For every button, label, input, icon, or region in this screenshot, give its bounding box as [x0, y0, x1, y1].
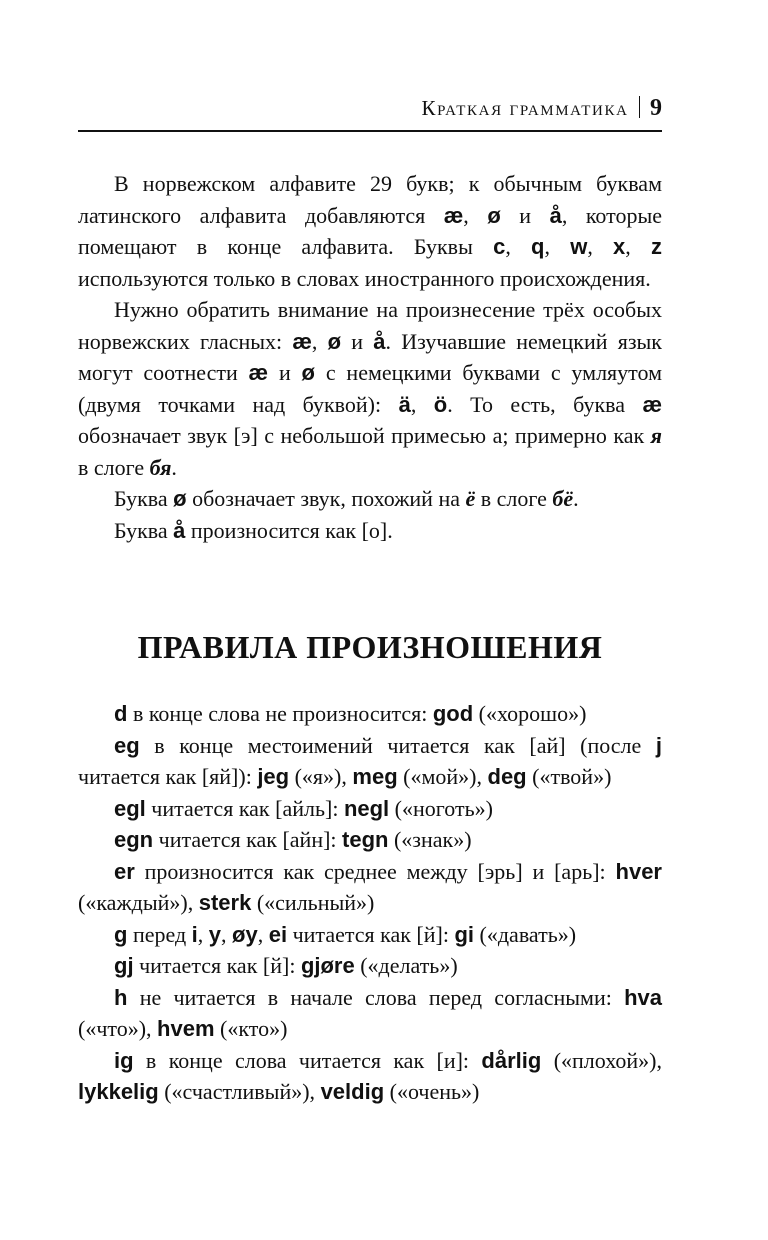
- header-separator: [639, 96, 641, 118]
- rule-item: [78, 824, 662, 856]
- letter: ä: [398, 391, 411, 417]
- letter: ø: [487, 202, 501, 228]
- example-word: dårlig: [481, 1047, 542, 1073]
- rule-item: [78, 856, 662, 919]
- text-run: («мой»),: [397, 764, 488, 789]
- example-syllable: бё: [552, 486, 574, 511]
- running-header: [78, 92, 662, 132]
- rule-term: h: [114, 984, 128, 1010]
- text-run: («счастливый»),: [158, 1079, 321, 1104]
- section-heading: ПРАВИЛА ПРОИЗНОШЕНИЯ: [137, 629, 603, 665]
- example-syllable: бя: [149, 454, 172, 480]
- example-word: tegn: [342, 827, 389, 852]
- text-run: («что»),: [78, 1016, 158, 1041]
- rule-item: [78, 950, 662, 982]
- page-number: 9: [650, 95, 662, 121]
- text-run: ,: [410, 391, 434, 417]
- letter: å: [373, 328, 386, 354]
- text-run: и: [500, 202, 550, 228]
- text-run: и: [341, 328, 374, 354]
- example-word: sterk: [198, 890, 252, 915]
- example-word: lykkelig: [78, 1079, 159, 1104]
- rule-term: y: [208, 921, 222, 947]
- example-word: jeg: [257, 764, 290, 789]
- text-run: читается как [айн]:: [153, 827, 343, 852]
- pronunciation-rules: [78, 698, 662, 1108]
- running-head-title: Краткая грамматика: [421, 96, 629, 120]
- text-run: произносится как среднее между [эрь] и [арь]:: [134, 858, 616, 884]
- text-run: ,: [625, 234, 652, 259]
- paragraph: [78, 515, 662, 547]
- example-word: hvem: [157, 1016, 215, 1041]
- rule-term: d: [114, 701, 128, 726]
- rule-term: eg: [114, 732, 140, 758]
- letter: æ: [443, 202, 464, 228]
- letter: ø: [327, 328, 342, 354]
- text-run: перед: [127, 921, 192, 947]
- text-run: в конце слова читается как [и]:: [133, 1047, 482, 1073]
- text-run: («ноготь»): [389, 795, 493, 821]
- text-run: («хорошо»): [473, 701, 587, 726]
- example-word: god: [432, 701, 474, 726]
- letter: ø: [173, 486, 187, 511]
- rule-term: egl: [114, 795, 146, 821]
- text-run: в слоге: [475, 486, 553, 511]
- rule-term: er: [114, 858, 135, 884]
- letter: z: [651, 234, 663, 259]
- text-run: («очень»): [384, 1079, 480, 1104]
- text-run: ,: [587, 234, 614, 259]
- rule-term: ig: [114, 1047, 134, 1073]
- text-run: в слоге: [78, 454, 150, 480]
- paragraph: [78, 294, 662, 483]
- text-run: («плохой»),: [541, 1047, 662, 1073]
- text-run: ,: [221, 921, 233, 947]
- text-run: в конце слова не произносится:: [127, 701, 433, 726]
- text-run: и: [268, 360, 302, 385]
- rule-item: [78, 698, 662, 730]
- example-word: gjøre: [300, 953, 355, 978]
- example-syllable: ё: [465, 486, 476, 511]
- text-run: Буква: [114, 517, 174, 543]
- example-word: hver: [615, 858, 662, 884]
- text-run: читается как [й]:: [287, 921, 455, 947]
- rule-item: [78, 730, 662, 793]
- example-word: negl: [343, 795, 390, 821]
- text-run: ,: [544, 234, 571, 259]
- text-run: («делать»): [354, 953, 458, 978]
- text-run: .: [171, 454, 177, 480]
- letter: c: [493, 234, 506, 259]
- example-word: veldig: [320, 1079, 385, 1104]
- text-run: с немецкими буквами с умляутом (двумя точками над буквой):: [78, 360, 662, 417]
- paragraph: [78, 168, 662, 294]
- letter: ø: [301, 360, 315, 385]
- example-word: hva: [624, 984, 662, 1010]
- text-run: («я»),: [289, 764, 353, 789]
- rule-term: gj: [114, 953, 134, 978]
- text-run: произносится как [о].: [185, 517, 393, 543]
- text-run: ,: [311, 328, 328, 354]
- text-run: В норвежском алфавите 29 букв; к обычным буквам латинского алфавита добавляются: [78, 171, 662, 228]
- rule-term: øy: [232, 921, 258, 947]
- example-word: deg: [487, 764, 527, 789]
- letter: æ: [292, 328, 312, 354]
- text-run: в конце местоимений читается как [ай] (после: [139, 732, 656, 758]
- text-run: Нужно обратить внимание на произнесение трёх особых норвежских гласных:: [78, 297, 662, 354]
- text-run: ,: [505, 234, 532, 259]
- text-run: читается как [яй]):: [78, 764, 258, 789]
- paragraph: [78, 483, 662, 515]
- text-run: . То есть, буква: [447, 391, 643, 417]
- text-run: («давать»): [474, 921, 577, 947]
- letter: ö: [433, 391, 448, 417]
- text-run: ,: [257, 921, 269, 947]
- letter: w: [570, 234, 588, 259]
- rule-item: [78, 1045, 662, 1108]
- text-run: ,: [197, 921, 209, 947]
- rule-item: [78, 793, 662, 825]
- text-run: , которые помещают в конце алфавита. Буквы: [78, 202, 663, 259]
- text-run: ,: [463, 202, 488, 228]
- text-run: не читается в начале слова перед согласными:: [127, 984, 625, 1010]
- text-run: («знак»): [388, 827, 472, 852]
- letter: å: [173, 517, 186, 543]
- rule-term: i: [191, 921, 198, 947]
- letter: q: [531, 234, 545, 259]
- rule-item: [78, 919, 662, 951]
- text-run: («кто»): [214, 1016, 288, 1041]
- text-run: («каждый»),: [78, 890, 199, 915]
- text-run: («твой»): [526, 764, 612, 789]
- example-word: meg: [352, 764, 398, 789]
- rule-term: egn: [114, 827, 154, 852]
- text-run: .: [573, 486, 579, 511]
- text-run: («сильный»): [251, 890, 375, 915]
- rule-term: j: [655, 732, 662, 758]
- text-run: читается как [й]:: [133, 953, 301, 978]
- rule-term: g: [114, 921, 128, 947]
- letter: å: [549, 202, 562, 228]
- example-syllable: я: [650, 423, 662, 448]
- rule-item: [78, 982, 662, 1045]
- text-run: . Изучавшие немецкий язык могут соотнести: [78, 328, 662, 385]
- text-run: обозначает звук [э] с небольшой примесью а; примерно как: [78, 423, 651, 448]
- letter: æ: [248, 360, 269, 385]
- text-run: используются только в словах иностранного происхождения.: [78, 265, 651, 291]
- text-run: обозначает звук, похожий на: [186, 486, 466, 511]
- text-run: читается как [айль]:: [145, 795, 344, 821]
- rule-term: ei: [268, 921, 288, 947]
- intro-text: [78, 168, 662, 546]
- example-word: gi: [454, 921, 475, 947]
- letter: x: [613, 234, 626, 259]
- letter: æ: [642, 391, 663, 417]
- text-run: Буква: [114, 486, 174, 511]
